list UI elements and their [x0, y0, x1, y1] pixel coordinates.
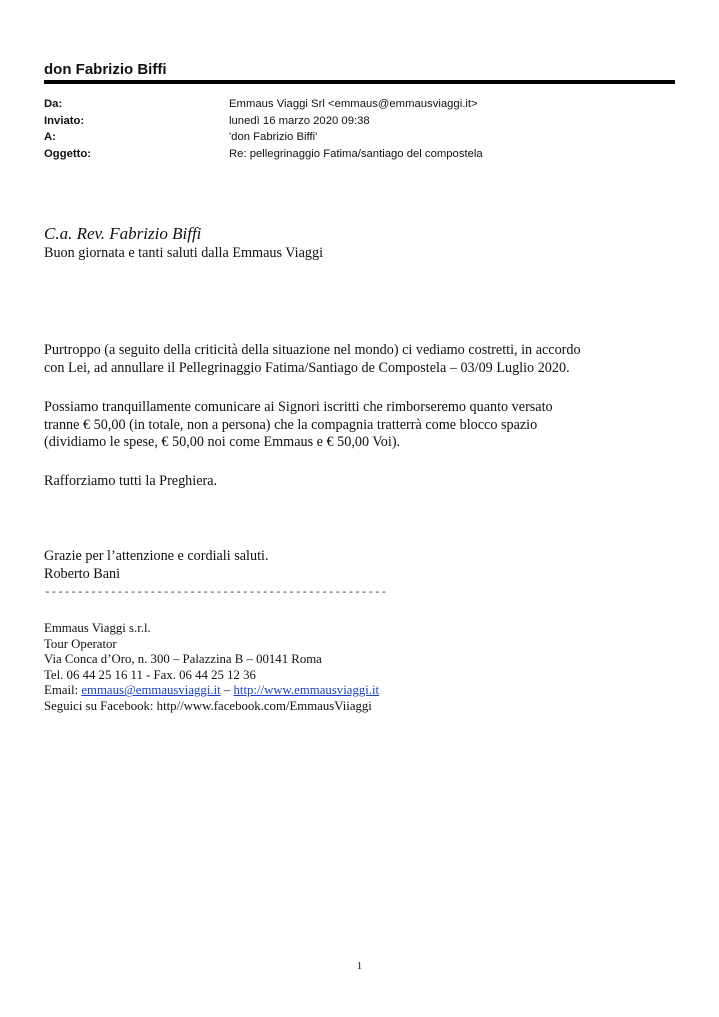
body-paragraph: [44, 473, 684, 491]
signature-separator: ----------------------------------------------------: [44, 587, 388, 599]
header-label: A:: [44, 131, 56, 143]
facebook-line: Seguici su Facebook: http//www.facebook.com/EmmausViiaggi: [44, 698, 372, 713]
header-row-subject: [44, 146, 684, 163]
company-role: Tour Operator: [44, 636, 117, 651]
greeting-line: Buon giornata e tanti saluti dalla Emmaus Viaggi: [44, 245, 324, 261]
closing-line: Grazie per l’attenzione e cordiali saluti.: [44, 548, 269, 564]
paragraph-line: tranne € 50,00 (in totale, non a persona) che la compagnia tratterrà come blocco spazio: [44, 416, 538, 433]
paragraph-line: Purtroppo (a seguito della criticità della situazione nel mondo) ci vediamo costretti, in accordo: [44, 342, 581, 358]
header-row-sent: [44, 113, 684, 130]
website-link[interactable]: http://www.emmausviaggi.it: [233, 683, 380, 698]
header-label: Inviato:: [44, 114, 85, 127]
header-value-to: 'don Fabrizio Biffi': [229, 131, 318, 143]
sender-name: Roberto Bani: [44, 565, 121, 582]
company-name: Emmaus Viaggi s.r.l.: [44, 621, 151, 635]
paragraph-line: con Lei, ad annullare il Pellegrinaggio Fatima/Santiago de Compostela – 03/09 Luglio 2020.: [44, 359, 570, 376]
header-value-subject: Re: pellegrinaggio Fatima/santiago del compostela: [229, 147, 483, 160]
company-phone: Tel. 06 44 25 16 11 - Fax. 06 44 25 12 36: [44, 667, 256, 682]
email-header-fields: [44, 96, 684, 162]
mailbox-owner-name: don Fabrizio Biffi: [44, 61, 167, 78]
email-prefix: Email:: [44, 683, 82, 698]
header-label: Da:: [44, 98, 63, 110]
header-row-to: [44, 129, 684, 146]
company-email-row: [44, 683, 379, 699]
paragraph-line: (dividiamo le spese, € 50,00 noi come Emmaus e € 50,00 Voi).: [44, 434, 401, 451]
header-divider: [44, 80, 675, 84]
email-separator: –: [220, 683, 234, 698]
recipient-line: C.a. Rev. Fabrizio Biffi: [44, 224, 202, 243]
closing-block: [44, 548, 684, 583]
paragraph-line: Possiamo tranquillamente comunicare ai Signori iscritti che rimborseremo quanto versato: [44, 399, 553, 415]
company-signature: [44, 621, 379, 715]
header-value-from: Emmaus Viaggi Srl <emmaus@emmausviaggi.it>: [229, 98, 478, 110]
page-number: 1: [356, 960, 363, 972]
company-address: Via Conca d’Oro, n. 300 – Palazzina B – 00141 Roma: [44, 652, 322, 667]
header-label: Oggetto:: [44, 147, 92, 160]
email-link[interactable]: emmaus@emmausviaggi.it: [81, 683, 221, 698]
paragraph-line: Rafforziamo tutti la Preghiera.: [44, 473, 218, 489]
header-value-sent: lunedì 16 marzo 2020 09:38: [229, 114, 370, 127]
header-row-from: [44, 96, 684, 113]
body-paragraph: [44, 399, 684, 452]
body-paragraph: [44, 342, 684, 377]
